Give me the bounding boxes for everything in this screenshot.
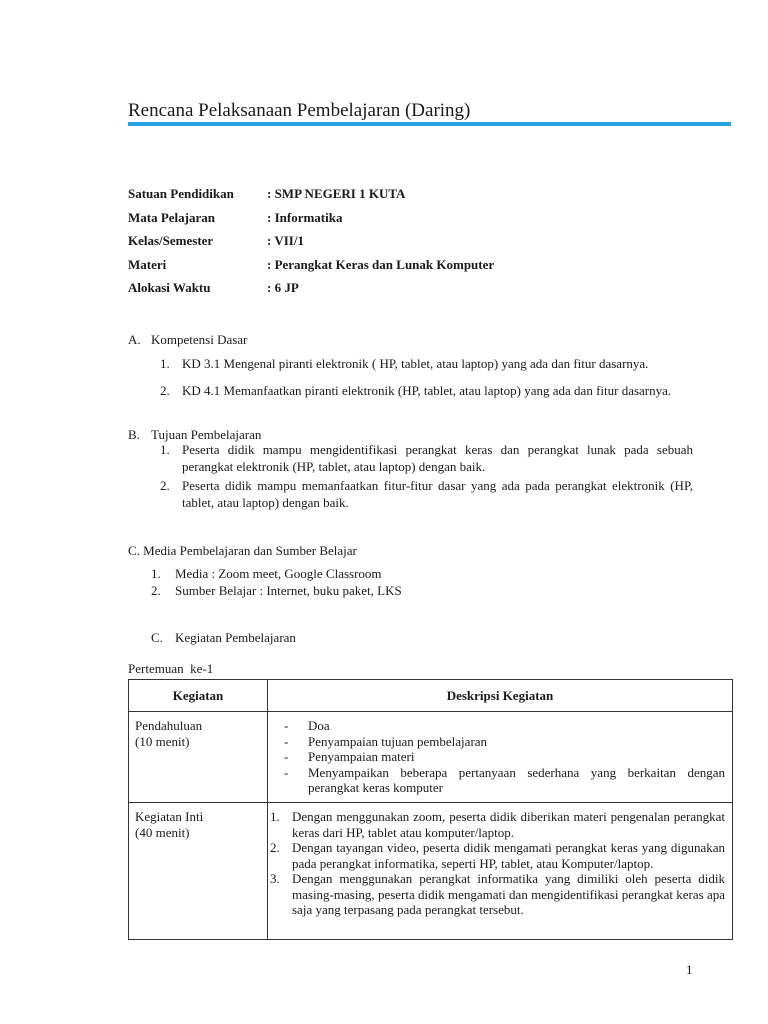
identity-value: : VII/1 (267, 233, 304, 248)
dash-marker: - (284, 749, 289, 764)
list-item-text: Dengan tayangan video, peserta didik mengamati perangkat keras yang digunakan pada perangkat informatika, seperti HP, tablet, atau Komputer/laptop. (292, 840, 725, 871)
identity-label: Satuan Pendidikan (128, 186, 234, 201)
deskripsi-cell (268, 803, 733, 940)
media-item-number: 1. (151, 566, 161, 581)
dash-marker: - (284, 718, 289, 733)
list-item-number: 3. (270, 871, 280, 886)
list-item-text: Dengan menggunakan perangkat informatika yang dimiliki oleh peserta didik masing-masing, peserta didik mengamati dan mengidentifikasi perangkat keras apa saja yang terpasang pada perangkat tersebut. (292, 871, 725, 917)
identity-label: Materi (128, 256, 167, 272)
media-item-number: 2. (151, 583, 161, 598)
dash-marker: - (284, 733, 289, 749)
column-header-kegiatan: Kegiatan (129, 680, 268, 712)
list-item (274, 718, 725, 734)
section-b-item-number: 1. (160, 442, 170, 457)
kegiatan-duration: (40 menit) (135, 824, 190, 840)
media-item: Sumber Belajar : Internet, buku paket, LKS (175, 583, 402, 598)
identity-value: : Perangkat Keras dan Lunak Komputer (267, 256, 495, 272)
list-item-text: Doa (308, 718, 330, 733)
kegiatan-name: Kegiatan Inti (135, 809, 204, 824)
identity-value: : Informatika (267, 209, 343, 225)
kegiatan-duration: (10 menit) (135, 733, 190, 749)
kegiatan-cell (129, 712, 268, 803)
list-item-text: Penyampaian tujuan pembelajaran (308, 733, 488, 749)
section-b-letter: B. (128, 427, 140, 442)
identity-label: Kelas/Semester (128, 233, 214, 248)
page-number: 1 (686, 962, 693, 977)
deskripsi-cell (268, 712, 733, 803)
section-c-kegiatan-letter: C. (151, 630, 163, 645)
inti-list (270, 809, 725, 918)
section-a-heading: Kompetensi Dasar (151, 332, 248, 347)
section-a-item-number: 2. (160, 383, 170, 398)
section-a-item: KD 4.1 Memanfaatkan piranti elektronik (HP, tablet, atau laptop) yang ada dan fitur dasarnya. (182, 383, 672, 398)
table-header-row (129, 680, 733, 712)
identity-value: : SMP NEGERI 1 KUTA (267, 186, 406, 201)
pendahuluan-list (274, 718, 725, 796)
list-item-number: 1. (270, 809, 280, 824)
table-row-inti (129, 803, 733, 940)
identity-label: Alokasi Waktu (128, 280, 211, 295)
table-row-pendahuluan (129, 712, 733, 803)
section-c-kegiatan-heading: Kegiatan Pembelajaran (175, 630, 296, 645)
dash-marker: - (284, 764, 289, 780)
list-item (274, 765, 725, 796)
section-c-media-heading: C. Media Pembelajaran dan Sumber Belajar (128, 543, 357, 558)
list-item (274, 734, 725, 750)
section-a-letter: A. (128, 332, 141, 347)
section-a-item-number: 1. (160, 356, 170, 371)
section-b-heading: Tujuan Pembelajaran (151, 427, 262, 442)
pertemuan-label: Pertemuan ke-1 (128, 661, 214, 676)
list-item-text: Dengan menggunakan zoom, peserta didik diberikan materi pengenalan perangkat keras dari HP, tablet atau komputer/laptop. (292, 809, 725, 840)
kegiatan-table (128, 679, 733, 940)
identity-label: Mata Pelajaran (128, 209, 216, 225)
section-a-item: KD 3.1 Mengenal piranti elektronik ( HP, tablet, atau laptop) yang ada dan fitur dasarnya. (182, 356, 649, 371)
section-b-item-number: 2. (160, 478, 170, 493)
column-header-deskripsi: Deskripsi Kegiatan (268, 680, 733, 712)
media-item: Media : Zoom meet, Google Classroom (175, 566, 382, 581)
document-title: Rencana Pelaksanaan Pembelajaran (Daring) (128, 100, 471, 121)
list-item (270, 809, 725, 840)
identity-value: : 6 JP (267, 280, 299, 295)
list-item-text: Penyampaian materi (308, 749, 415, 764)
list-item (270, 871, 725, 918)
list-item (270, 840, 725, 871)
title-underline (128, 122, 731, 126)
kegiatan-name: Pendahuluan (135, 718, 203, 733)
kegiatan-cell (129, 803, 268, 940)
list-item-number: 2. (270, 840, 280, 855)
section-b-item: Peserta didik mampu memanfaatkan fitur-fitur dasar yang ada pada perangkat elektronik (HP, tablet, atau laptop) dengan baik. (182, 478, 693, 510)
section-b-item: Peserta didik mampu mengidentifikasi perangkat keras dan perangkat lunak pada sebuah perangkat elektronik (HP, tablet, atau laptop) dengan baik. (182, 442, 693, 474)
list-item-text: Menyampaikan beberapa pertanyaan sederhana yang berkaitan dengan perangkat keras komputer (308, 764, 725, 795)
list-item (274, 749, 725, 765)
